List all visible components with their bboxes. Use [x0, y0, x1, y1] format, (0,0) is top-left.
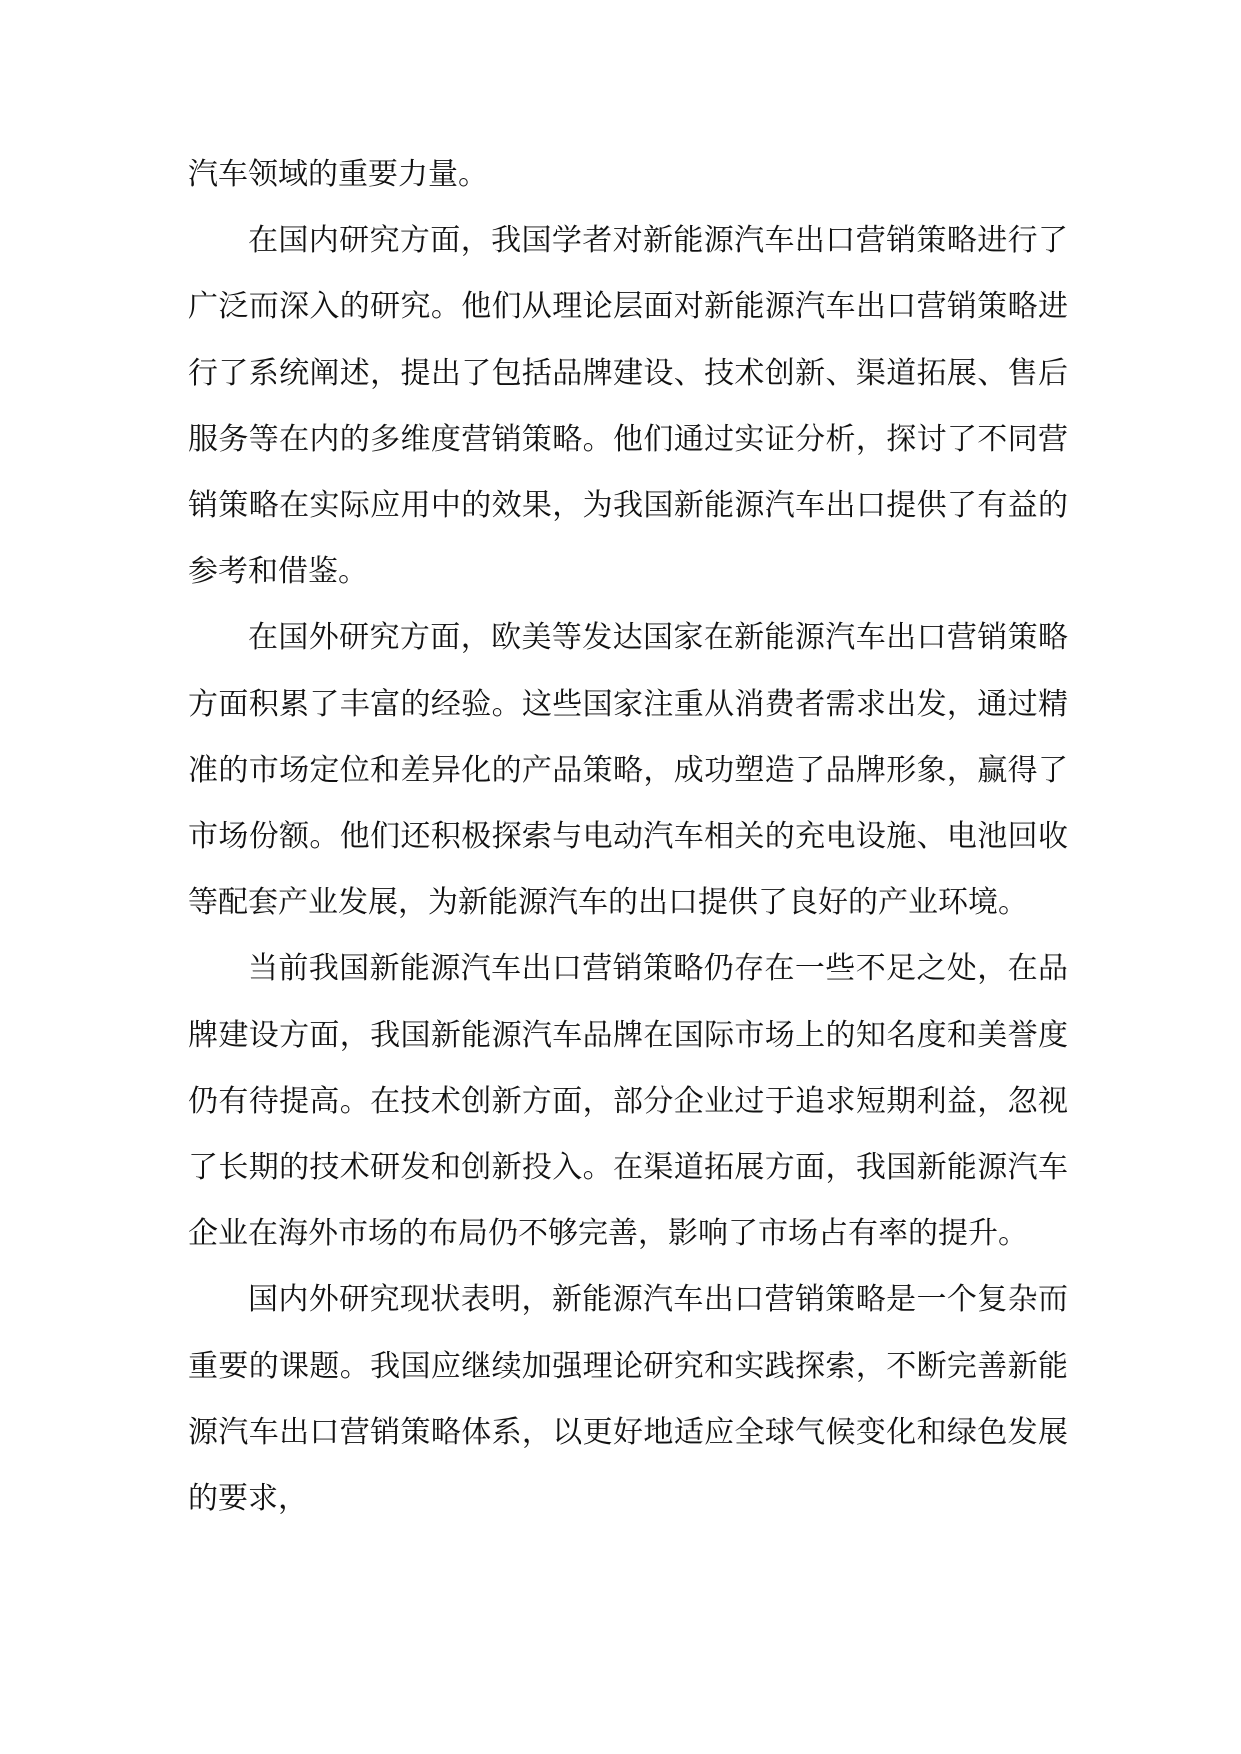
- paragraph-foreign-research: 在国外研究方面，欧美等发达国家在新能源汽车出口营销策略方面积累了丰富的经验。这些国家注重从消费者需求出发，通过精准的市场定位和差异化的产品策略，成功塑造了品牌形象，赢得了市场份额。他们还积极探索与电动汽车相关的充电设施、电池回收等配套产业发展，为新能源汽车的出口提供了良好的产业环境。: [188, 620, 1068, 921]
- body-text: [188, 142, 1068, 1532]
- paragraph-continuation: 汽车领域的重要力量。: [188, 157, 488, 192]
- paragraph-current-shortcomings: 当前我国新能源汽车出口营销策略仍存在一些不足之处，在品牌建设方面，我国新能源汽车品牌在国际市场上的知名度和美誉度仍有待提高。在技术创新方面，部分企业过于追求短期利益，忽视了长期的技术研发和创新投入。在渠道拓展方面，我国新能源汽车企业在海外市场的布局仍不够完善，影响了市场占有率的提升。: [188, 951, 1068, 1252]
- paragraph-domestic-research: 在国内研究方面，我国学者对新能源汽车出口营销策略进行了广泛而深入的研究。他们从理论层面对新能源汽车出口营销策略进行了系统阐述，提出了包括品牌建设、技术创新、渠道拓展、售后服务等在内的多维度营销策略。他们通过实证分析，探讨了不同营销策略在实际应用中的效果，为我国新能源汽车出口提供了有益的参考和借鉴。: [188, 223, 1068, 590]
- paragraph-conclusion: 国内外研究现状表明，新能源汽车出口营销策略是一个复杂而重要的课题。我国应继续加强理论研究和实践探索，不断完善新能源汽车出口营销策略体系，以更好地适应全球气候变化和绿色发展的要求，: [188, 1282, 1068, 1517]
